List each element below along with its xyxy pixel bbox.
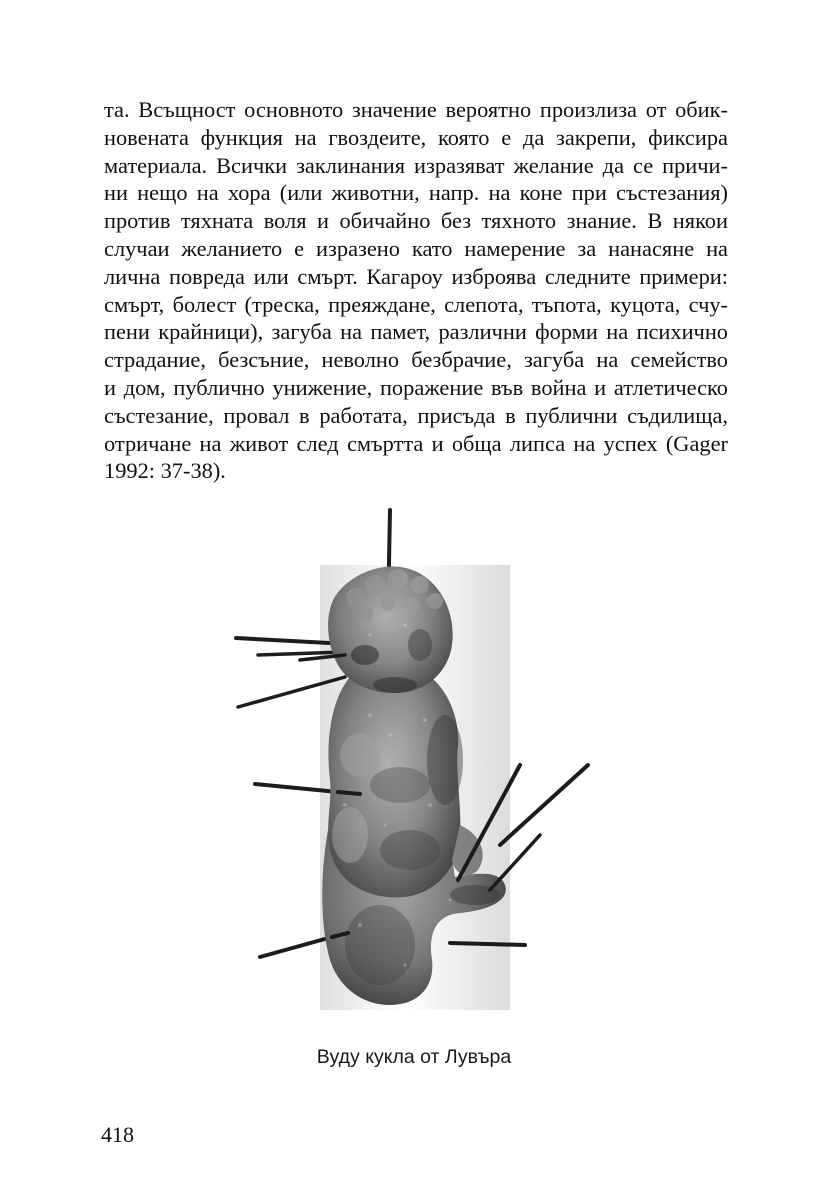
figure-caption: Вуду кукла от Лувъра — [316, 1046, 512, 1068]
voodoo-doll-image — [220, 505, 610, 1035]
text-line: смърт, болест (треска, преяждане, слепота, тъпота, куцота, счу- — [104, 291, 728, 317]
body-paragraph — [104, 96, 728, 485]
page-number: 418 — [101, 1122, 134, 1147]
text-line: лична повреда или смърт. Кагароу изброява следните примери: — [104, 263, 728, 289]
text-line: отричане на живот след смъртта и обща липса на успех (Gager — [104, 430, 728, 456]
text-line: новената функция на гвоздеите, която е да закрепи, фиксира — [104, 124, 728, 150]
text-line: пени крайници), загуба на памет, различни форми на психично — [104, 319, 728, 345]
text-line: и дом, публично унижение, поражение във война и атлетическо — [104, 374, 728, 400]
text-line: та. Всъщност основното значение вероятно произлиза от обик- — [104, 97, 728, 122]
text-line: страдание, безсъние, неволно безбрачие, загуба на семейство — [104, 347, 728, 373]
text-line: материала. Всички заклинания изразяват желание да се причи- — [104, 152, 728, 178]
text-line: състезание, провал в работата, присъда в публични съдилища, — [104, 402, 728, 428]
text-line: против тяхната воля и обичайно без тяхното знание. В някои — [104, 208, 728, 234]
voodoo-doll-figure — [220, 505, 610, 1035]
text-line: ни нещо на хора (или животни, напр. на коне при състезания) — [104, 180, 728, 206]
text-line: 1992: 37-38). — [104, 458, 226, 484]
text-line: случаи желанието е изразено като намерение за нанасяне на — [104, 235, 728, 261]
